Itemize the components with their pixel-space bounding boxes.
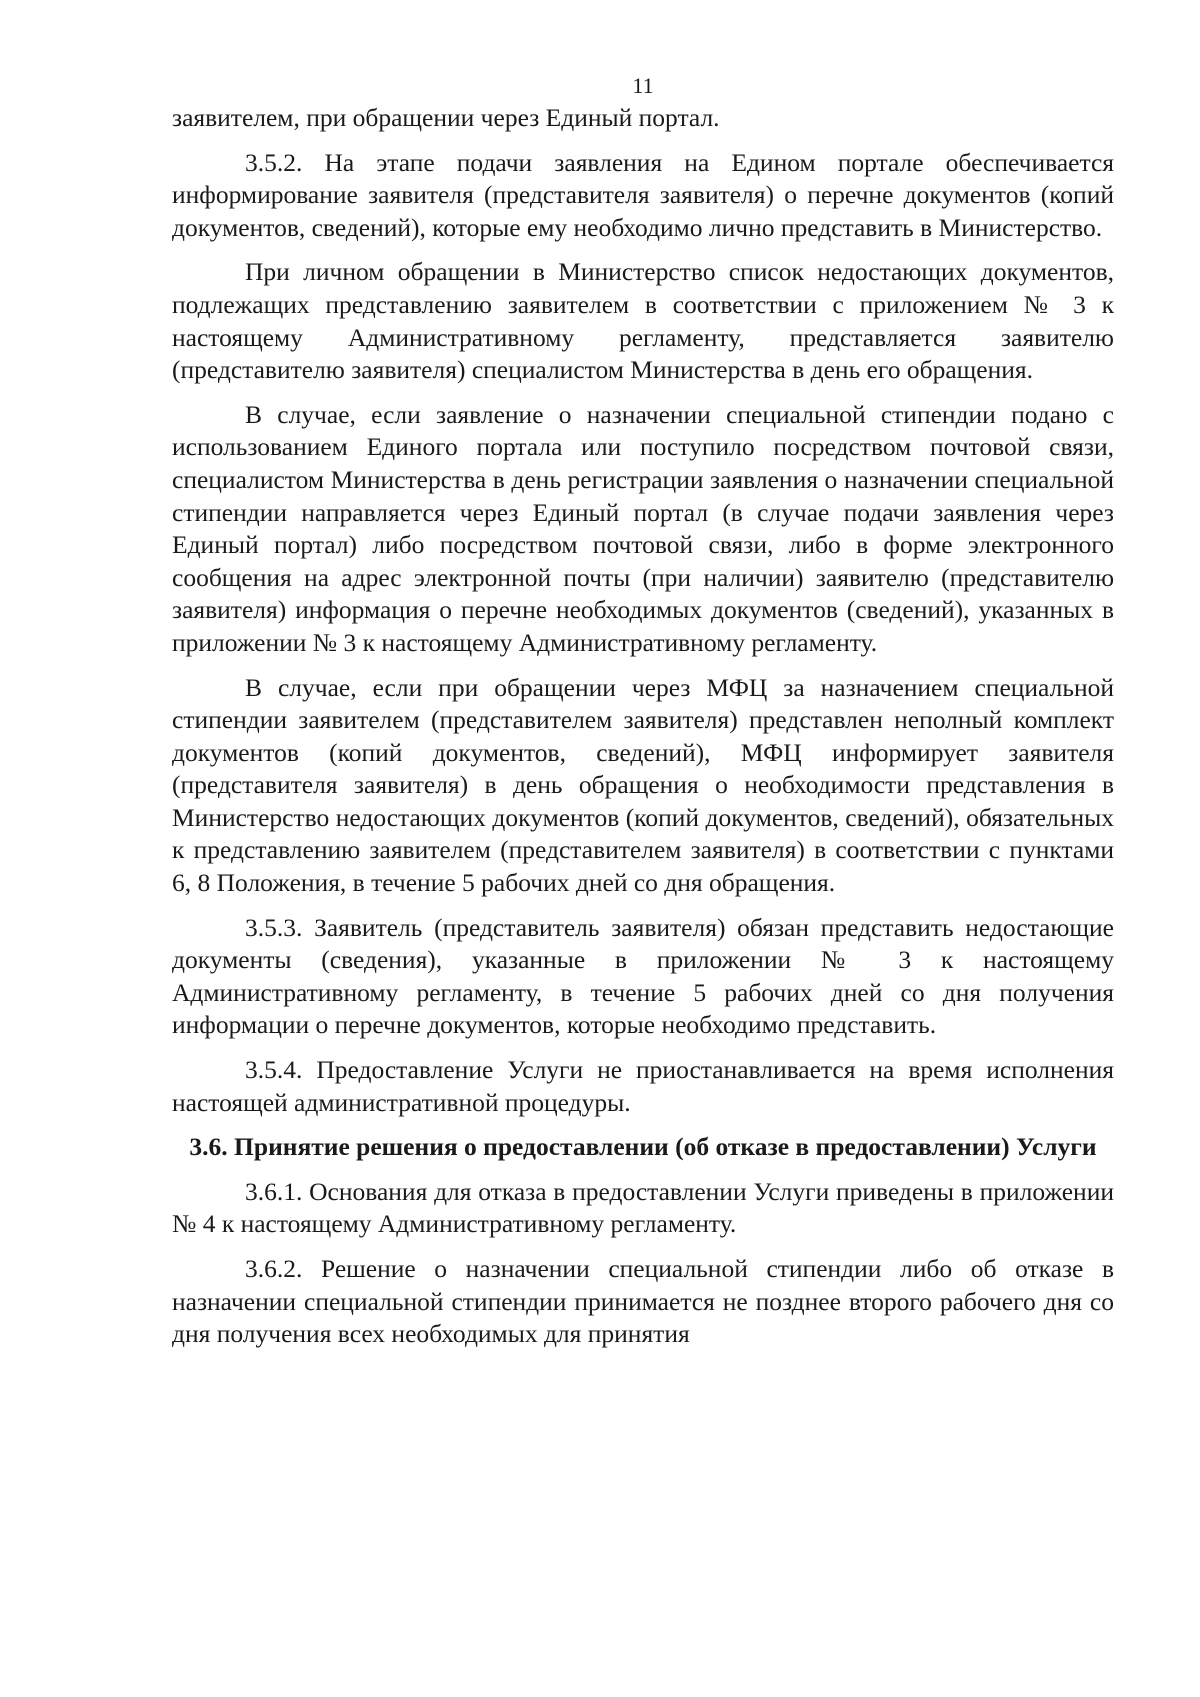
paragraph-3-6-1: 3.6.1. Основания для отказа в предоставлении Услуги приведены в приложении № 4 к настоящему Административному регламенту.	[172, 1176, 1114, 1239]
paragraph-3-5-3: 3.5.3. Заявитель (представитель заявителя) обязан представить недостающие документы (сведения), указанные в приложении № 3 к настоящему Административному регламенту, в течение 5 рабочих дней со дня получения информации о перечне документов, которые необходимо представить.	[172, 912, 1114, 1040]
paragraph-mfc: В случае, если при обращении через МФЦ за назначением специальной стипендии заявителем (представителем заявителя) представлен неполный комплект документов (копий документов, сведений), МФЦ информирует заявителя (представителя заявителя) в день обращения о необходимости представления в Министерство недостающих документов (копий документов, сведений), обязательных к представлению заявителем (представителем заявителя) в соответствии с пунктами 6, 8 Положения, в течение 5 рабочих дней со дня обращения.	[172, 672, 1114, 898]
section-heading-3-6: 3.6. Принятие решения о предоставлении (об отказе в предоставлении) Услуги	[189, 1132, 1097, 1162]
paragraph-continuation: заявителем, при обращении через Единый портал.	[172, 103, 720, 132]
paragraph-3-5-4: 3.5.4. Предоставление Услуги не приостанавливается на время исполнения настоящей административной процедуры.	[172, 1055, 1114, 1117]
paragraph-3-6-2: 3.6.2. Решение о назначении специальной стипендии либо об отказе в назначении специальной стипендии принимается не позднее второго рабочего дня со дня получения всех необходимых для принятия	[172, 1254, 1114, 1349]
paragraph-portal-or-mail: В случае, если заявление о назначении специальной стипендии подано с использованием Единого портала или поступило посредством почтовой связи, специалистом Министерства в день регистрации заявления о назначении специальной стипендии направляется через Единый портал (в случае подачи заявления через Единый портал) либо посредством почтовой связи, либо в форме электронного сообщения на адрес электронной почты (при наличии) заявителю (представителю заявителя) информация о перечне необходимых документов (сведений), указанных в приложении № 3 к настоящему Административному регламенту.	[172, 399, 1114, 657]
page-number: 11	[632, 73, 654, 98]
paragraph-3-5-2: 3.5.2. На этапе подачи заявления на Едином портале обеспечивается информирование заявителя (представителя заявителя) о перечне документов (копий документов, сведений), которые ему необходимо лично представить в Министерство.	[172, 147, 1114, 242]
paragraph-personal-visit: При личном обращении в Министерство список недостающих документов, подлежащих представлению заявителем в соответствии с приложением № 3 к настоящему Административному регламенту, представляется заявителю (представителю заявителя) специалистом Министерства в день его обращения.	[172, 257, 1114, 385]
document-page	[172, 70, 1114, 1363]
